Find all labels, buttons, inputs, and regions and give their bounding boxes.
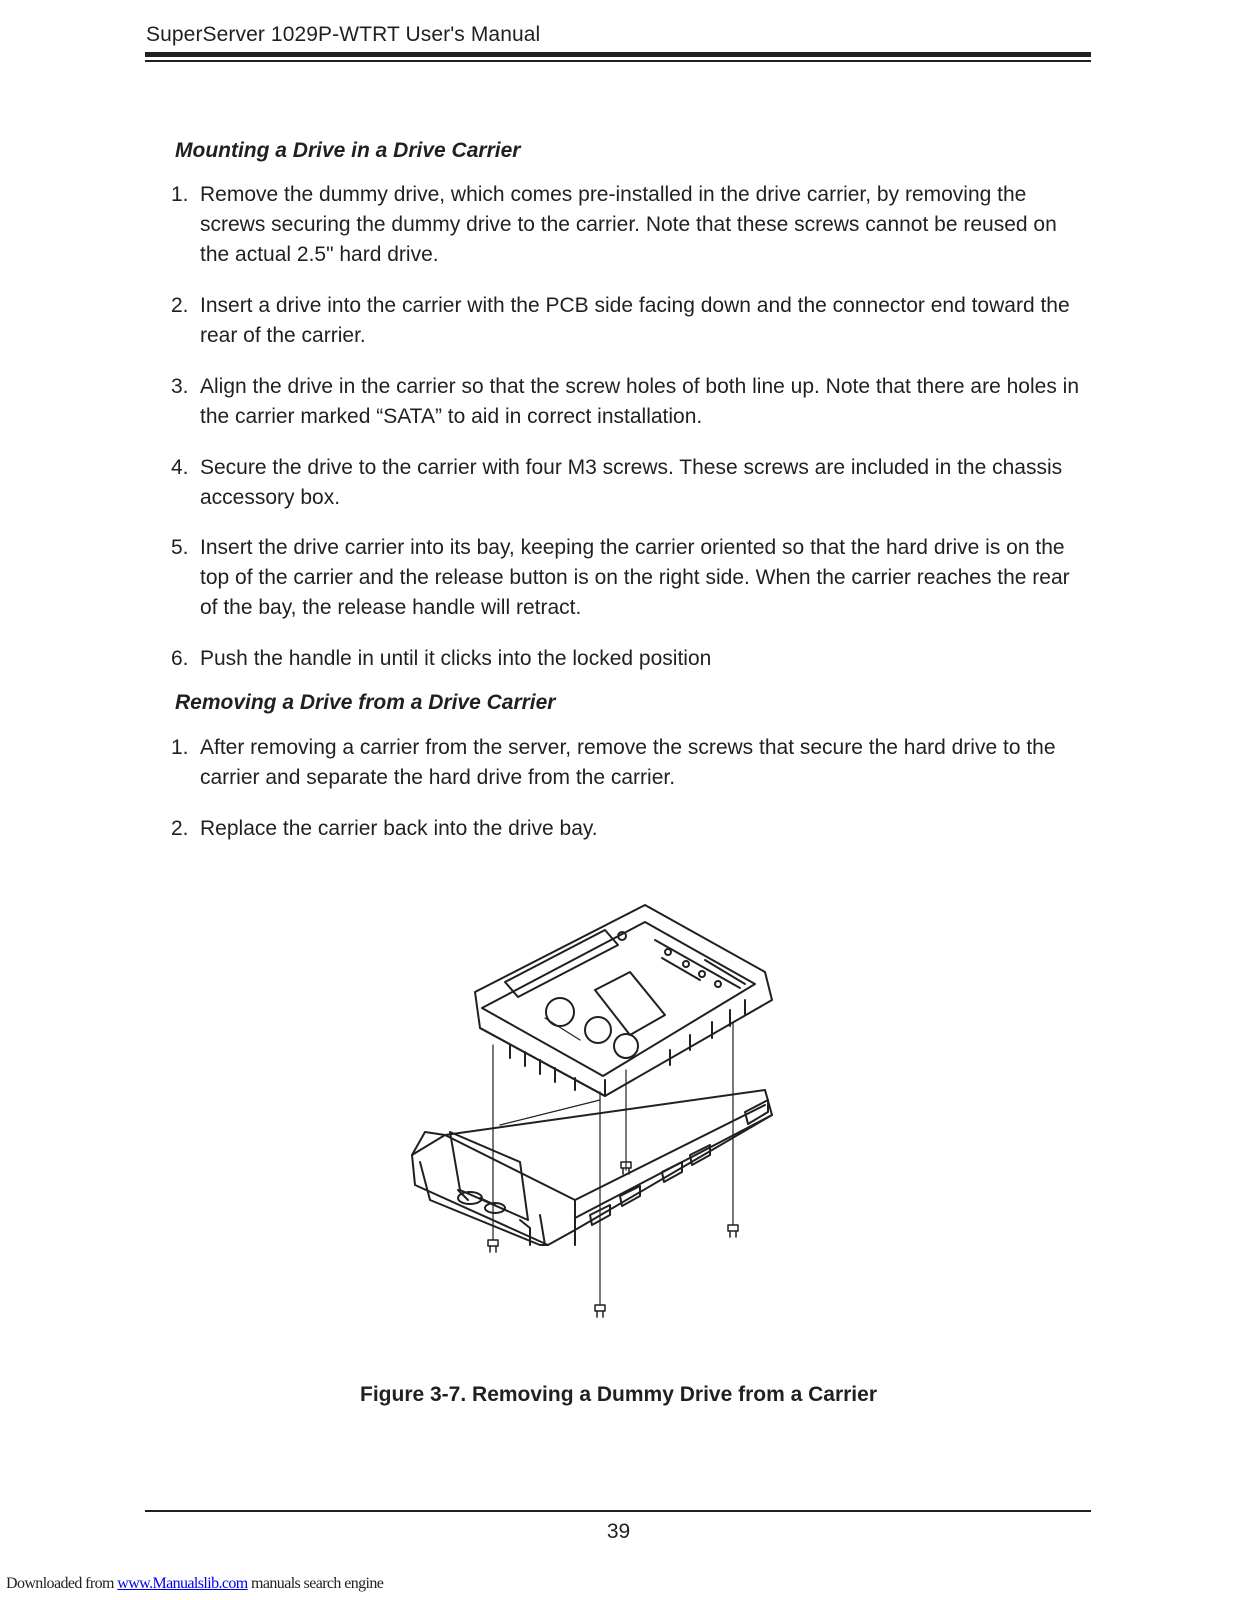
step-number: 2. — [171, 817, 189, 840]
step-text: Align the drive in the carrier so that the screw holes of both line up. Note that there are holes in the carrier marked “SATA” to aid in correct installation. — [200, 375, 1079, 428]
step-number: 4. — [171, 456, 189, 479]
header-rule-thin — [145, 60, 1091, 62]
mounting-step-1 — [171, 180, 1091, 270]
step-text: Insert the drive carrier into its bay, keeping the carrier oriented so that the hard drive is on the top of the carrier and the release button is on the right side. When the carrier reaches the rear of the bay, the release handle will retract. — [200, 536, 1070, 619]
page-number: 39 — [606, 1520, 631, 1543]
removing-step-1 — [171, 733, 1091, 793]
drive-carrier — [412, 1090, 772, 1245]
header-rule-thick — [145, 52, 1091, 57]
download-prefix: Downloaded from — [6, 1575, 118, 1592]
mounting-step-3 — [171, 372, 1091, 432]
download-banner — [6, 1575, 383, 1593]
step-text: Insert a drive into the carrier with the PCB side facing down and the connector end toward the rear of the carrier. — [200, 294, 1070, 347]
step-number: 6. — [171, 647, 189, 670]
removing-step-2 — [171, 814, 1091, 844]
footer-rule — [145, 1510, 1091, 1512]
step-text: Remove the dummy drive, which comes pre-installed in the drive carrier, by removing the screws securing the dummy drive to the carrier. Note that these screws cannot be reused on the actual 2.5" hard drive. — [200, 183, 1057, 266]
mounting-step-4 — [171, 453, 1091, 513]
section-heading-mounting: Mounting a Drive in a Drive Carrier — [175, 139, 521, 162]
mounting-step-2 — [171, 291, 1091, 351]
step-number: 2. — [171, 294, 189, 317]
running-header-title: SuperServer 1029P-WTRT User's Manual — [146, 23, 541, 46]
step-number: 5. — [171, 536, 189, 559]
step-number: 1. — [171, 736, 189, 759]
step-number: 3. — [171, 375, 189, 398]
step-text: Secure the drive to the carrier with four M3 screws. These screws are included in the chassis accessory box. — [200, 456, 1063, 509]
drive-carrier-illustration — [400, 900, 820, 1330]
mounting-step-5 — [171, 533, 1091, 623]
alignment-lines — [493, 1022, 733, 1305]
figure-caption: Figure 3-7. Removing a Dummy Drive from a Carrier — [360, 1383, 877, 1406]
step-text: Push the handle in until it clicks into the locked position — [200, 647, 712, 670]
step-text: After removing a carrier from the server, remove the screws that secure the hard drive to the carrier and separate the hard drive from the carrier. — [200, 736, 1056, 789]
mounting-step-6 — [171, 644, 1091, 674]
dummy-drive — [475, 905, 772, 1096]
step-number: 1. — [171, 183, 189, 206]
manualslib-link[interactable]: www.Manualslib.com — [117, 1575, 248, 1592]
download-suffix: manuals search engine — [247, 1575, 384, 1592]
section-heading-removing: Removing a Drive from a Drive Carrier — [175, 691, 556, 714]
step-text: Replace the carrier back into the drive bay. — [200, 817, 598, 840]
